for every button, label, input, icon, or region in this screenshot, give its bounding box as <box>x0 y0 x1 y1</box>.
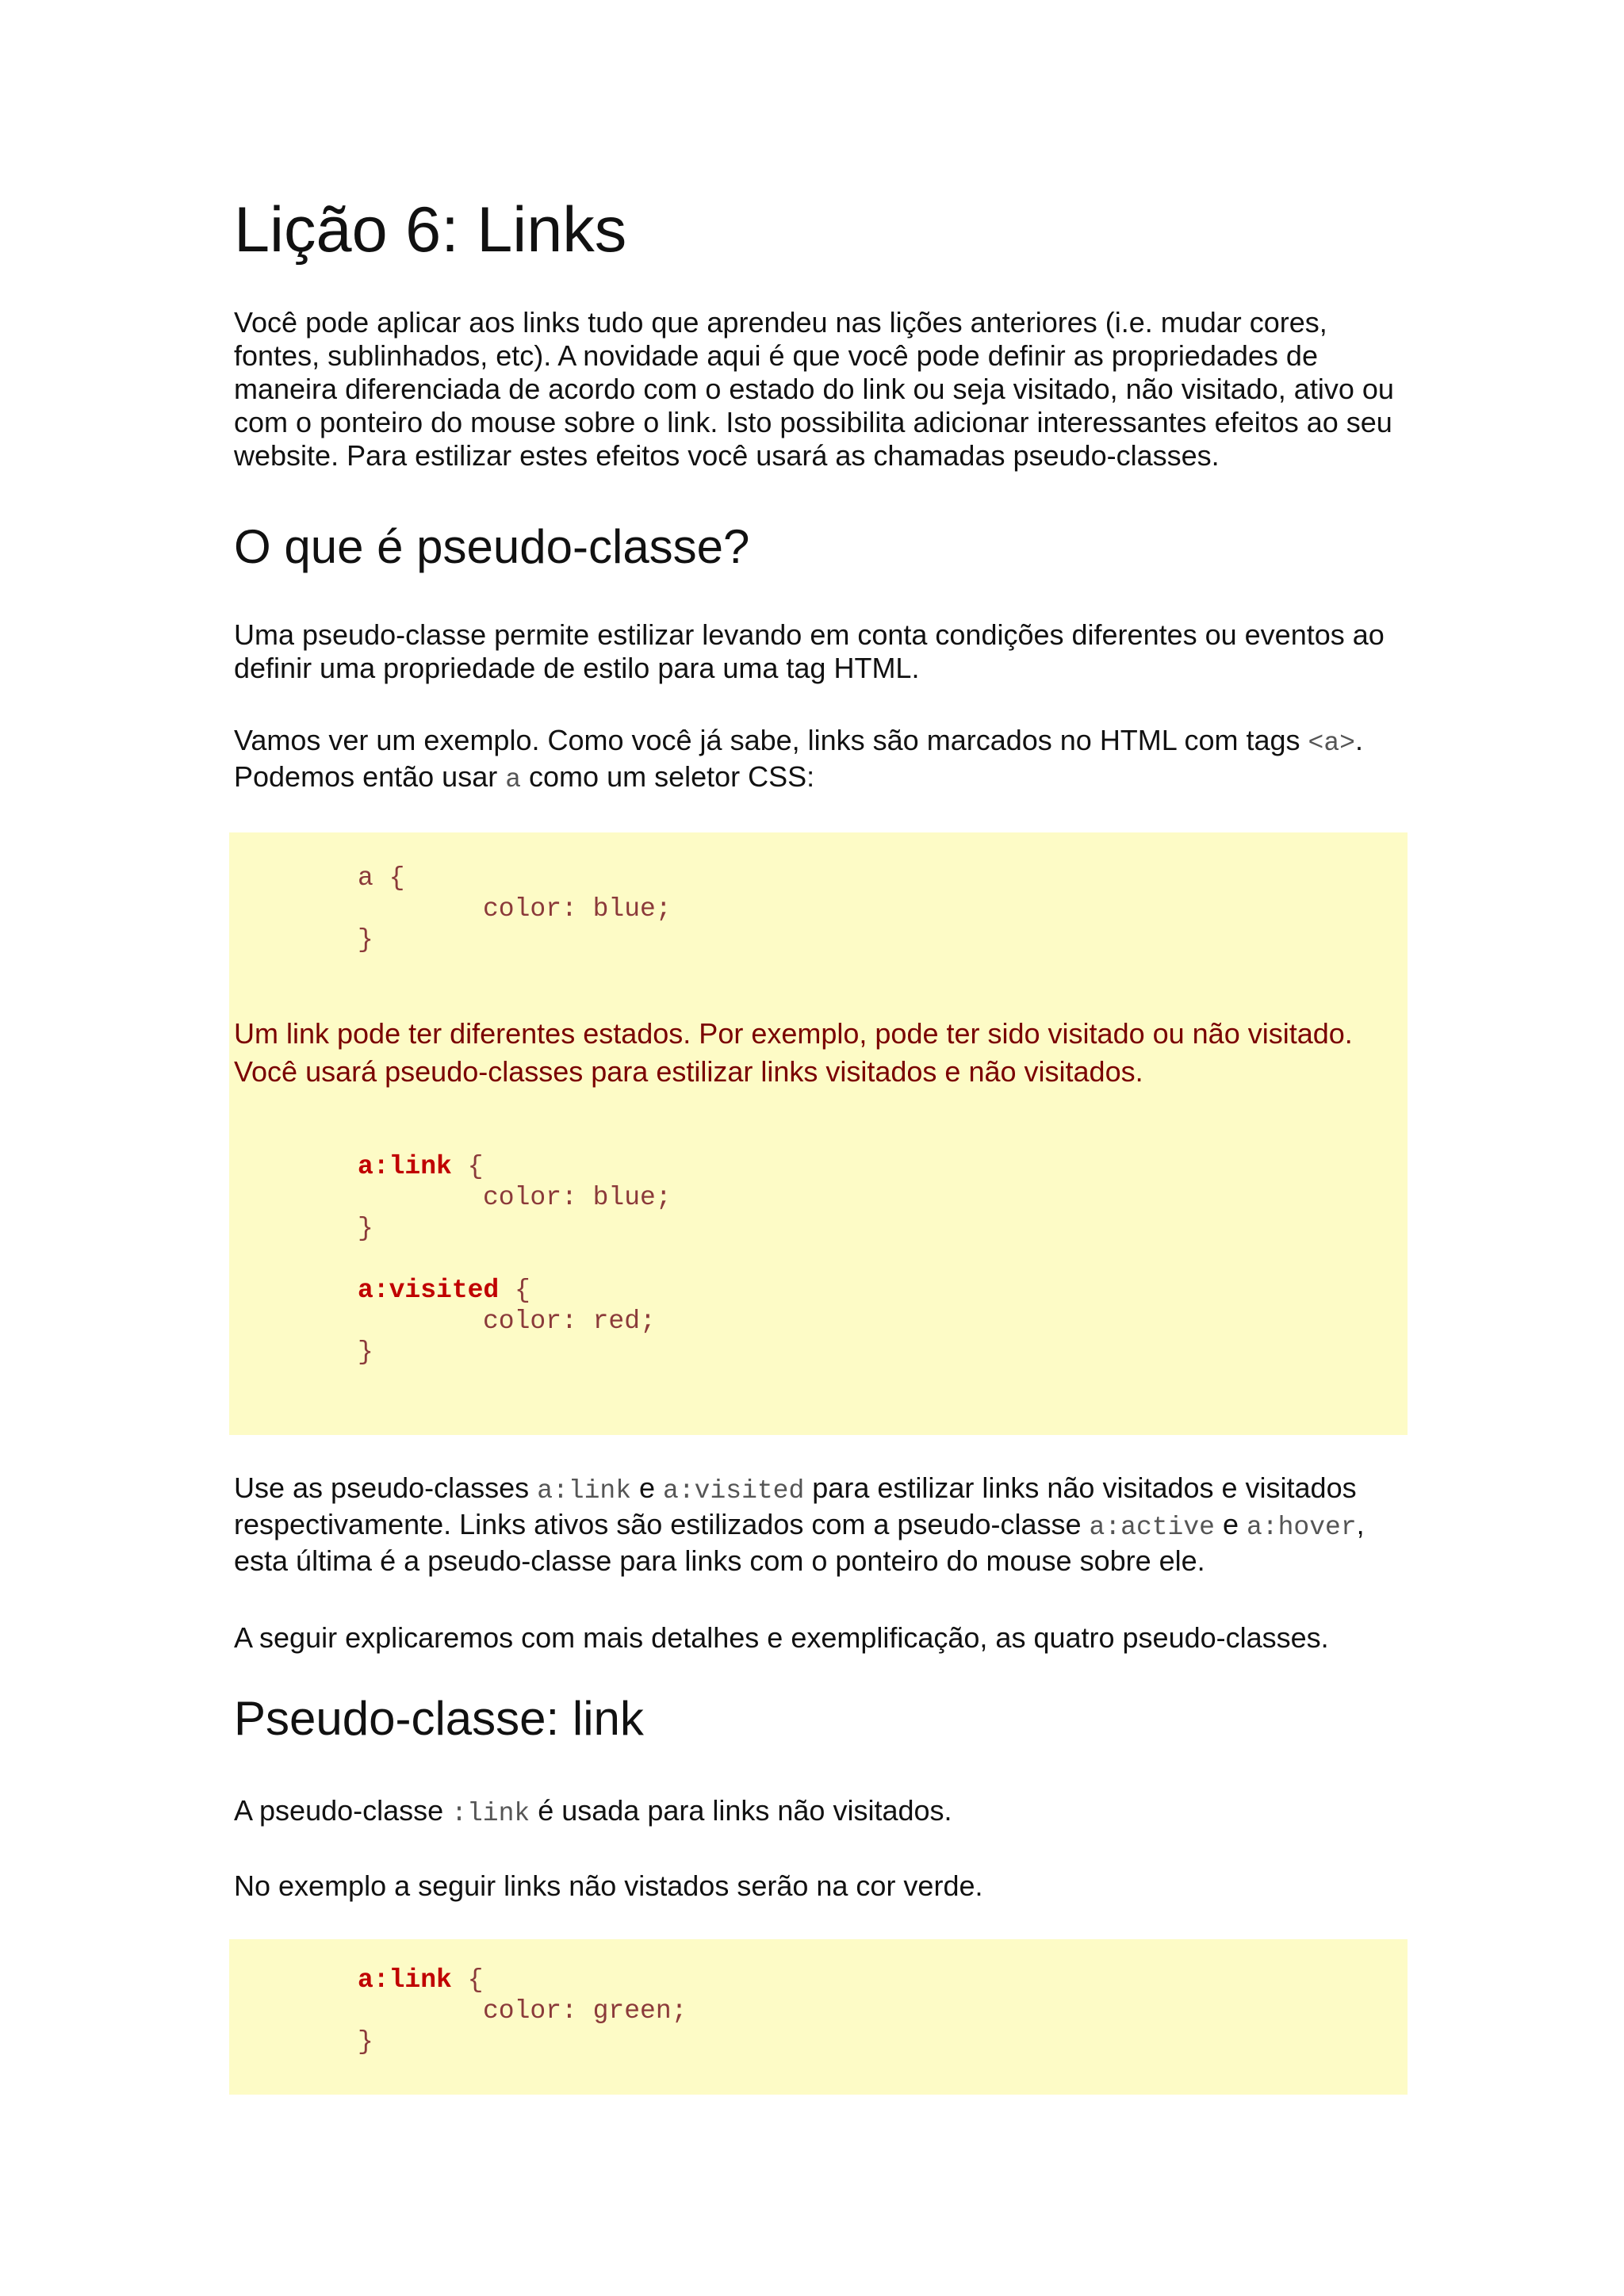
code-line: a:link { <box>358 1152 484 1181</box>
inline-code-link: :link <box>451 1799 530 1828</box>
code-line: color: green; <box>483 1996 688 2026</box>
selector-a-visited: a:visited <box>358 1276 500 1305</box>
code-line: color: blue; <box>483 894 672 924</box>
selector-a-link: a:link <box>358 1965 452 1995</box>
code-line: color: red; <box>483 1307 656 1336</box>
code-line: } <box>358 925 373 955</box>
example-intro-paragraph: Vamos ver um exemplo. Como você já sabe, links são marcados no HTML com tags <a>. Podemos então usar a como um seletor CSS: <box>234 724 1363 794</box>
code-line: a:visited { <box>358 1276 530 1305</box>
inline-code-a-tag: <a> <box>1308 729 1355 758</box>
intro-paragraph: Você pode aplicar aos links tudo que aprendeu nas lições anteriores (i.e. mudar cores, fontes, sublinhados, etc). A novidade aqui é que você pode definir as propriedades de maneira diferenciada de acordo com o estado do link ou seja visitado, não visitado, ativo ou com o ponteiro do mouse sobre o link. Isto possibilita adicionar interessantes efeitos ao seu website. Para estilizar estes efeitos você usará as chamadas pseudo-classes. <box>234 306 1394 472</box>
code-line: a:link { <box>358 1965 484 1995</box>
inline-code-a-link: a:link <box>537 1476 632 1506</box>
code-example-block <box>229 832 1408 1435</box>
code-example-block-green <box>229 1939 1408 2095</box>
code-line: } <box>358 1214 373 1243</box>
code-line: } <box>358 1337 373 1367</box>
code-line: color: blue; <box>483 1183 672 1212</box>
section-heading-link: Pseudo-classe: link <box>234 1692 644 1745</box>
page-title: Lição 6: Links <box>234 194 627 266</box>
link-pseudo-class-description: A pseudo-classe :link é usada para links não visitados. <box>234 1794 952 1828</box>
inline-code-a-active: a:active <box>1089 1513 1215 1542</box>
link-states-note: Um link pode ter diferentes estados. Por exemplo, pode ter sido visitado ou não visitado. Você usará pseudo-classes para estilizar links visitados e não visitados. <box>234 1017 1353 1088</box>
inline-code-a-selector: a <box>505 765 522 794</box>
four-pseudo-classes-paragraph: A seguir explicaremos com mais detalhes e exemplificação, as quatro pseudo-classes. <box>234 1621 1329 1654</box>
inline-code-a-visited: a:visited <box>663 1476 805 1506</box>
selector-a-link: a:link <box>358 1152 452 1181</box>
pseudo-classes-usage-paragraph: Use as pseudo-classes a:link e a:visited para estilizar links não visitados e visitados respectivamente. Links ativos são estilizados com a pseudo-classe a:active e a:hover, esta última é a pseudo-classe para links com o ponteiro do mouse sobre ele. <box>234 1471 1365 1577</box>
inline-code-a-hover: a:hover <box>1247 1513 1357 1542</box>
pseudo-class-definition: Uma pseudo-classe permite estilizar levando em conta condições diferentes ou eventos ao definir uma propriedade de estilo para uma tag HTML. <box>234 618 1385 684</box>
code-line: } <box>358 2027 373 2057</box>
green-link-example-intro: No exemplo a seguir links não vistados serão na cor verde. <box>234 1869 983 1902</box>
code-line: a { <box>358 863 405 893</box>
section-heading-pseudo-class: O que é pseudo-classe? <box>234 520 750 573</box>
